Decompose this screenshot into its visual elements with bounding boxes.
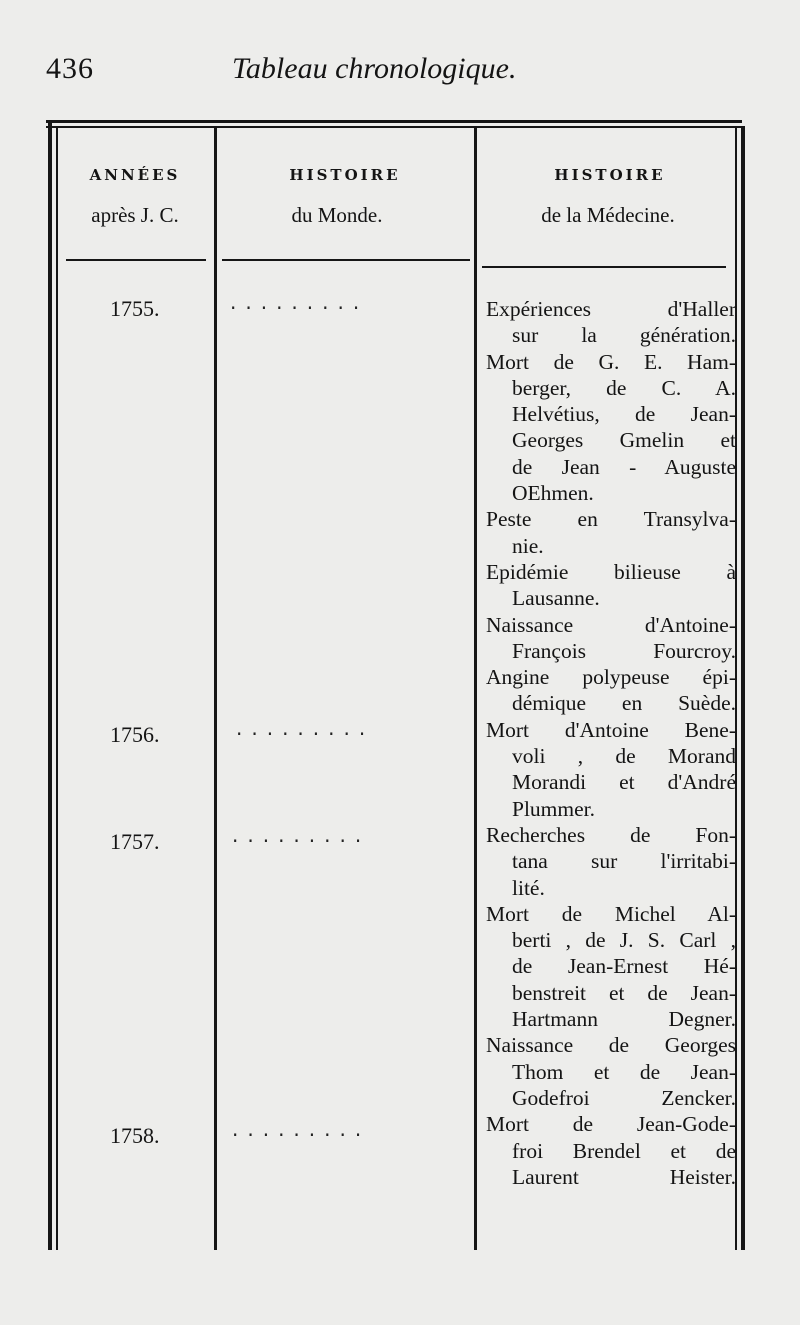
entry-line: démique en Suède. xyxy=(512,691,736,716)
entry-line: Expériences d'Haller xyxy=(486,297,736,321)
medicine-entry xyxy=(486,822,736,901)
entry-line: OEhmen. xyxy=(512,481,594,506)
entry-line: benstreit et de Jean- xyxy=(512,980,736,1005)
entry-line: Mort d'Antoine Bene- xyxy=(486,717,736,742)
dot-leader: ········· xyxy=(232,1123,371,1147)
dot-leader: ········· xyxy=(230,296,369,320)
left-border xyxy=(48,122,52,1250)
entry-line: Mort de G. E. Ham- xyxy=(486,349,736,374)
year-label: 1758. xyxy=(110,1123,160,1148)
entry-line: Peste en Transylva- xyxy=(486,507,736,532)
header-rule-world xyxy=(222,259,470,261)
header-medicine-subtitle: de la Médecine. xyxy=(541,203,675,227)
entry-line: lité. xyxy=(512,875,545,900)
dot-leader: ········· xyxy=(232,829,371,853)
entry-line: voli , de Morand xyxy=(512,744,736,769)
medicine-entry xyxy=(486,1111,736,1190)
entry-line: Godefroi Zencker. xyxy=(512,1085,736,1110)
divider-world-medicine xyxy=(474,126,477,1250)
year-label: 1756. xyxy=(110,722,160,747)
entry-line: Angine polypeuse épi- xyxy=(486,665,736,690)
entry-line: nie. xyxy=(512,533,544,558)
entry-line: Epidémie bilieuse à xyxy=(486,559,736,584)
entry-line: Morandi et d'André xyxy=(512,770,736,795)
year-label: 1757. xyxy=(110,829,160,854)
medicine-entry xyxy=(486,717,736,822)
left-border-inner xyxy=(56,126,58,1250)
entry-line: Helvétius, de Jean- xyxy=(512,402,736,427)
medicine-entry xyxy=(486,506,736,559)
medicine-entry xyxy=(486,296,736,349)
entry-line: François Fourcroy. xyxy=(512,638,736,663)
page-number: 436 xyxy=(46,52,94,85)
entry-line: Lausanne. xyxy=(512,586,600,611)
header-world-title: HISTOIRE xyxy=(289,166,401,184)
entry-line: berti , de J. S. Carl , xyxy=(512,928,736,953)
divider-years-world xyxy=(214,126,217,1250)
entry-line: Mort de Michel Al- xyxy=(486,901,736,926)
medicine-entry xyxy=(486,612,736,665)
entry-line: de Jean - Auguste xyxy=(512,454,736,479)
dot-leader: ········· xyxy=(236,722,375,746)
entry-line: Hartmann Degner. xyxy=(512,1007,736,1032)
entry-line: Naissance d'Antoine- xyxy=(486,612,736,637)
entry-line: froi Brendel et de xyxy=(512,1138,736,1163)
medicine-entries xyxy=(486,296,736,1190)
entry-line: Mort de Jean-Gode- xyxy=(486,1112,736,1137)
medicine-entry xyxy=(486,349,736,507)
header-years-title: ANNÉES xyxy=(89,166,181,184)
entry-line: Georges Gmelin et xyxy=(512,428,736,453)
entry-line: Laurent Heister. xyxy=(512,1164,736,1189)
header-world-subtitle: du Monde. xyxy=(291,203,383,227)
header-years-subtitle: après J. C. xyxy=(91,203,179,227)
running-title: Tableau chronologique. xyxy=(232,52,517,85)
entry-line: Thom et de Jean- xyxy=(512,1059,736,1084)
entry-line: de Jean-Ernest Hé- xyxy=(512,954,736,979)
entry-line: Plummer. xyxy=(512,796,596,821)
entry-line: berger, de C. A. xyxy=(512,375,736,400)
header-rule-years xyxy=(66,259,206,261)
entry-line: Naissance de Georges xyxy=(486,1033,736,1058)
header-rule-medicine xyxy=(482,266,726,268)
medicine-entry xyxy=(486,664,736,717)
entry-line: tana sur l'irritabi- xyxy=(512,849,736,874)
medicine-entry xyxy=(486,559,736,612)
medicine-entry xyxy=(486,1032,736,1111)
entry-line: sur la génération. xyxy=(512,323,736,348)
top-rule-inner xyxy=(46,126,742,128)
entry-line: Recherches de Fon- xyxy=(486,822,736,847)
right-border xyxy=(741,126,745,1250)
header-medicine-title: HISTOIRE xyxy=(554,166,666,184)
top-rule xyxy=(46,120,742,123)
medicine-entry xyxy=(486,901,736,1032)
year-label: 1755. xyxy=(110,296,160,321)
